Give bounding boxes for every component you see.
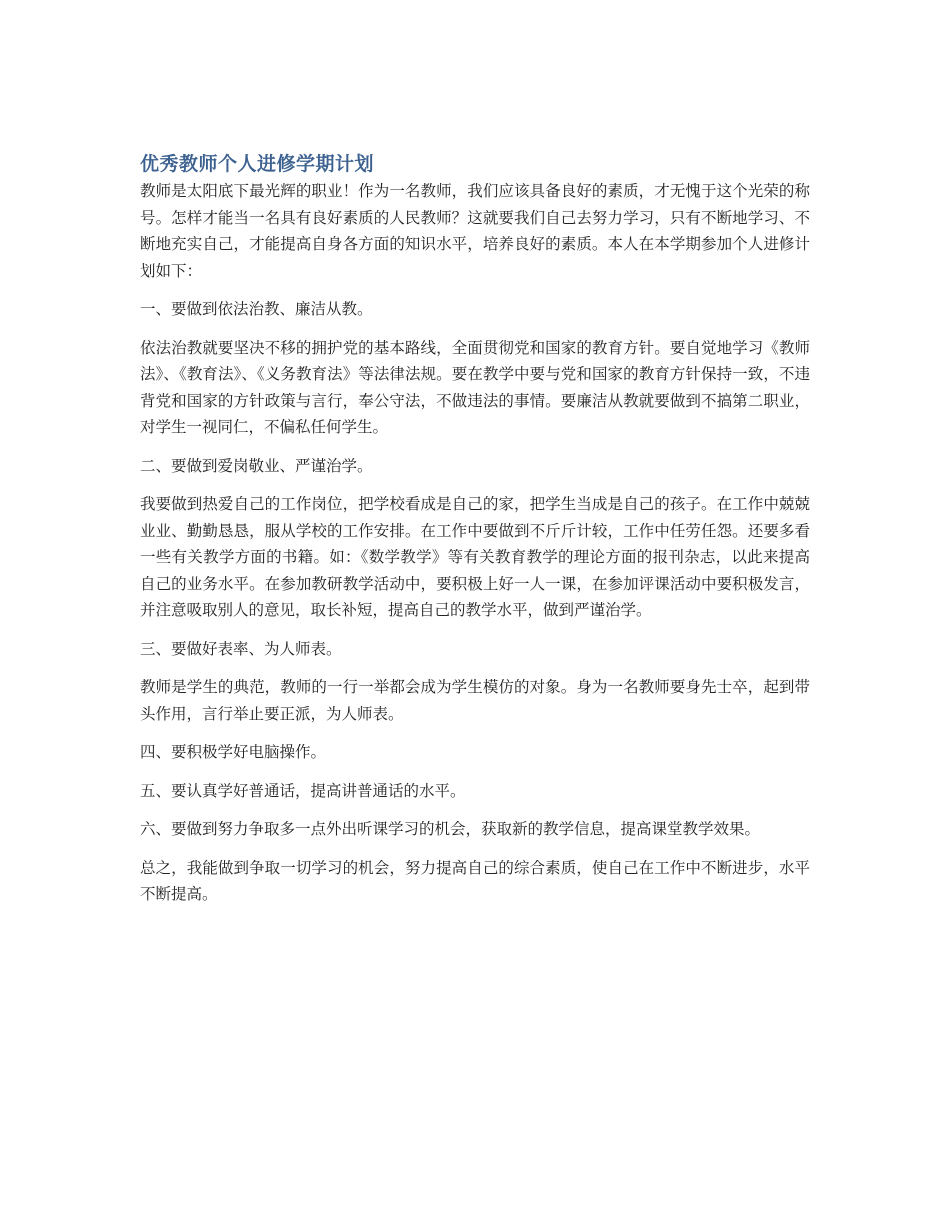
section-heading-5: 五、要认真学好普通话，提高讲普通话的水平。 xyxy=(140,781,466,800)
conclusion-paragraph: 总之，我能做到争取一切学习的机会，努力提高自己的综合素质，使自己在工作中不断进步，水平不断提高。 xyxy=(140,858,810,903)
intro-paragraph: 教师是太阳底下最光辉的职业！作为一名教师，我们应该具备良好的素质，才无愧于这个光荣的称号。怎样才能当一名具有良好素质的人民教师？这就要我们自己去努力学习，只有不断地学习、不断地充实自己，才能提高自身各方面的知识水平，培养良好的素质。本人在本学期参加个人进修计划如下： xyxy=(140,182,810,280)
section-body-2: 我要做到热爱自己的工作岗位，把学校看成是自己的家，把学生当成是自己的孩子。在工作中兢兢业业、勤勤恳恳，服从学校的工作安排。在工作中要做到不斤斤计较，工作中任劳任怨。还要多看一些有关教学方面的书籍。如：《数学教学》等有关教育教学的理论方面的报刊杂志，以此来提高自己的业务水平。在参加教研教学活动中，要积极上好一人一课，在参加评课活动中要积极发言，并注意吸取别人的意见，取长补短，提高自己的教学水平，做到严谨治学。 xyxy=(140,495,810,619)
section-body-1: 依法治教就要坚决不移的拥护党的基本路线，全面贯彻党和国家的教育方针。要自觉地学习《教师法》、《教育法》、《义务教育法》等法律法规。要在教学中要与党和国家的教育方针保持一致，不违背党和国家的方针政策与言行，奉公守法，不做违法的事情。要廉洁从教就要做到不搞第二职业，对学生一视同仁，不偏私任何学生。 xyxy=(140,338,810,436)
section-body-3: 教师是学生的典范，教师的一行一举都会成为学生模仿的对象。身为一名教师要身先士卒，起到带头作用，言行举止要正派，为人师表。 xyxy=(140,678,810,723)
document-title: 优秀教师个人进修学期计划 xyxy=(140,153,375,175)
section-heading-4: 四、要积极学好电脑操作。 xyxy=(140,743,327,761)
section-heading-3: 三、要做好表率、为人师表。 xyxy=(140,639,342,658)
document-page xyxy=(140,150,810,920)
section-heading-6: 六、要做到努力争取多一点外出听课学习的机会，获取新的教学信息，提高课堂教学效果。 xyxy=(140,820,761,838)
section-heading-2: 二、要做到爱岗敬业、严谨治学。 xyxy=(140,456,373,475)
section-heading-1: 一、要做到依法治教、廉洁从教。 xyxy=(140,300,373,318)
